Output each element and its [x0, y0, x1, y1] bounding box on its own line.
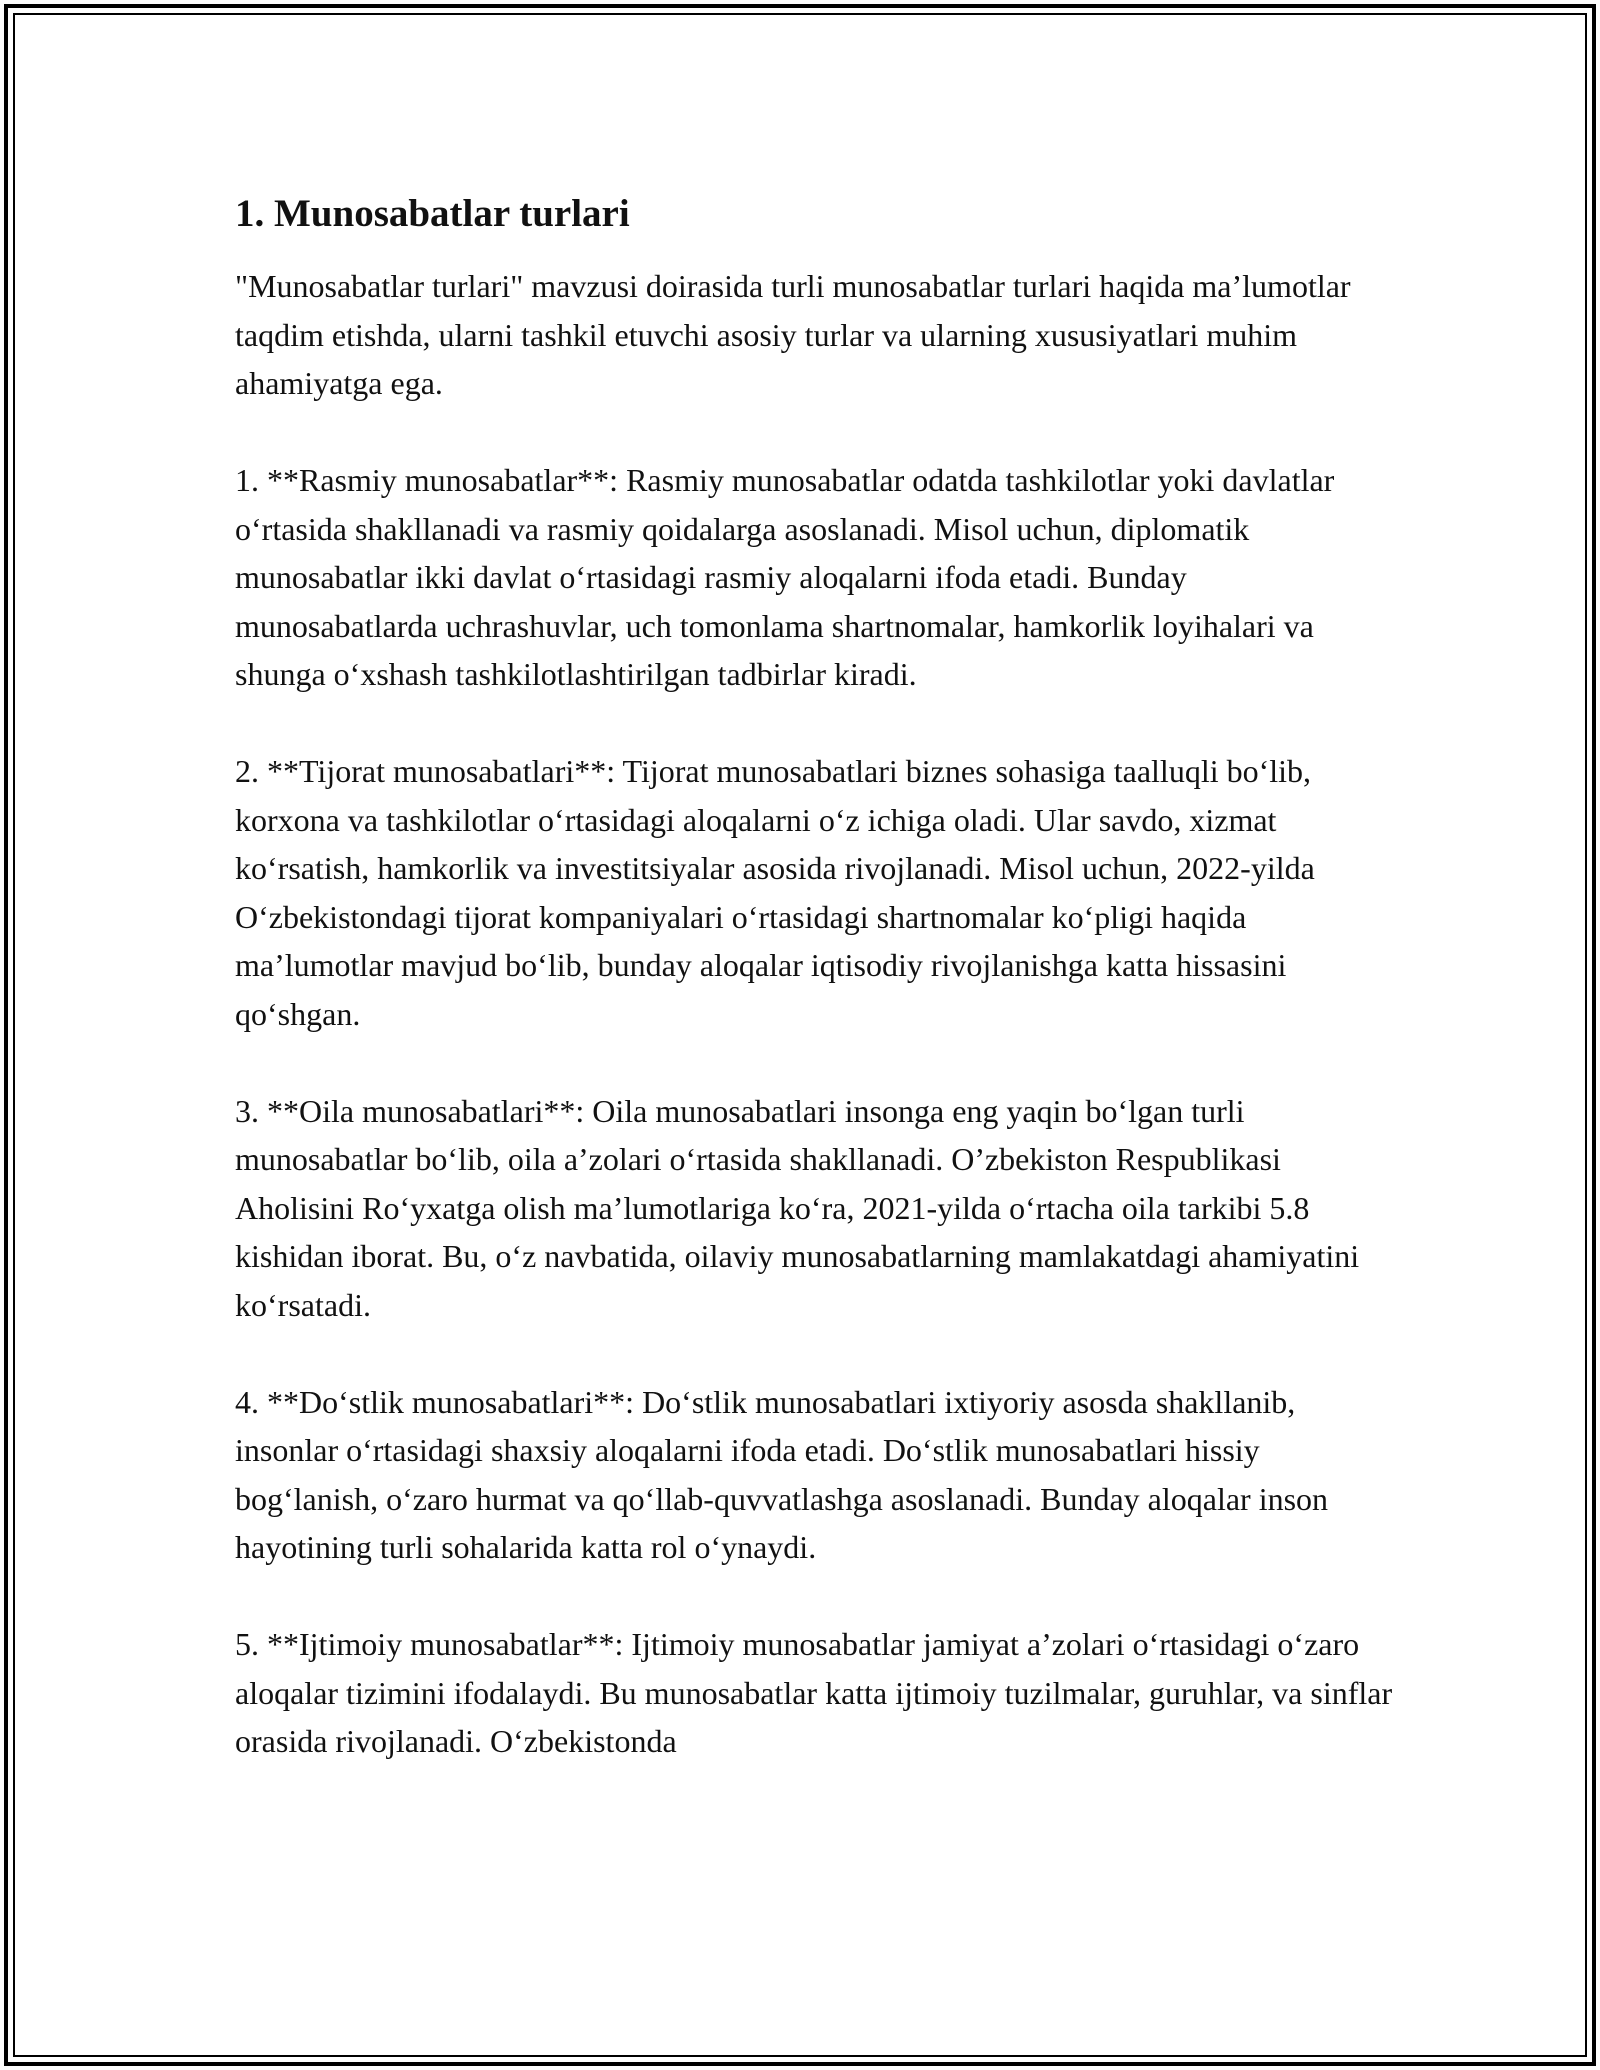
paragraph-social-relations: 5. **Ijtimoiy munosabatlar**: Ijtimoiy munosabatlar jamiyat a’zolari o‘rtasidagi o‘zaro aloqalar tizimini ifodalaydi. Bu munosabatlar katta ijtimoiy tuzilmalar, guruhlar, va sinflar orasida rivojlanadi. O‘zbekistonda [235, 1626, 1393, 1759]
paragraph-official-relations: 1. **Rasmiy munosabatlar**: Rasmiy munosabatlar odatda tashkilotlar yoki davlatlar o‘rtasida shakllanadi va rasmiy qoidalarga asoslanadi. Misol uchun, diplomatik munosabatlar ikki davlat o‘rtasidagi rasmiy aloqalarni ifoda etadi. Bunday munosabatlarda uchrashuvlar, uch tomonlama shartnomalar, hamkorlik loyihalari va shunga o‘xshash tashkilotlashtirilgan tadbirlar kiradi. [235, 462, 1335, 692]
paragraph-friendship-relations: 4. **Do‘stlik munosabatlari**: Do‘stlik munosabatlari ixtiyoriy asosda shakllanib, insonlar o‘rtasidagi shaxsiy aloqalarni ifoda etadi. Do‘stlik munosabatlari hissiy bog‘lanish, o‘zaro hurmat va qo‘llab-quvvatlashga asoslanadi. Bunday aloqalar inson hayotining turli sohalarida katta rol o‘ynaydi. [235, 1383, 1329, 1565]
paragraph-family-relations: 3. **Oila munosabatlari**: Oila munosabatlari insonga eng yaqin bo‘lgan turli munosabatlar bo‘lib, oila a’zolari o‘rtasida shakllanadi. O’zbekiston Respublikasi Aholisini Ro‘yxatga olish ma’lumotlariga ko‘ra, 2021-yilda o‘rtacha oila tarkibi 5.8 kishidan iborat. Bu, o‘z navbatida, oilaviy munosabatlarning mamlakatdagi ahamiyatini ko‘rsatadi. [235, 1092, 1360, 1323]
document-body [235, 190, 1395, 1814]
paragraph-commercial-relations: 2. **Tijorat munosabatlari**: Tijorat munosabatlari biznes sohasiga taalluqli bo‘lib, korxona va tashkilotlar o‘rtasidagi aloqalarni o‘z ichiga oladi. Ular savdo, xizmat ko‘rsatish, hamkorlik va investitsiyalar asosida rivojlanadi. Misol uchun, 2022-yilda O‘zbekistondagi tijorat kompaniyalari o‘rtasidagi shartnomalar ko‘pligi haqida ma’lumotlar mavjud bo‘lib, bunday aloqalar iqtisodiy rivojlanishga katta hissasini qo‘shgan. [235, 753, 1315, 1032]
section-title: 1. Munosabatlar turlari [235, 192, 630, 235]
intro-paragraph: "Munosabatlar turlari" mavzusi doirasida turli munosabatlar turlari haqida ma’lumotlar taqdim etishda, ularni tashkil etuvchi asosiy turlar va ularning xususiyatlari muhim ahamiyatga ega. [235, 268, 1351, 401]
